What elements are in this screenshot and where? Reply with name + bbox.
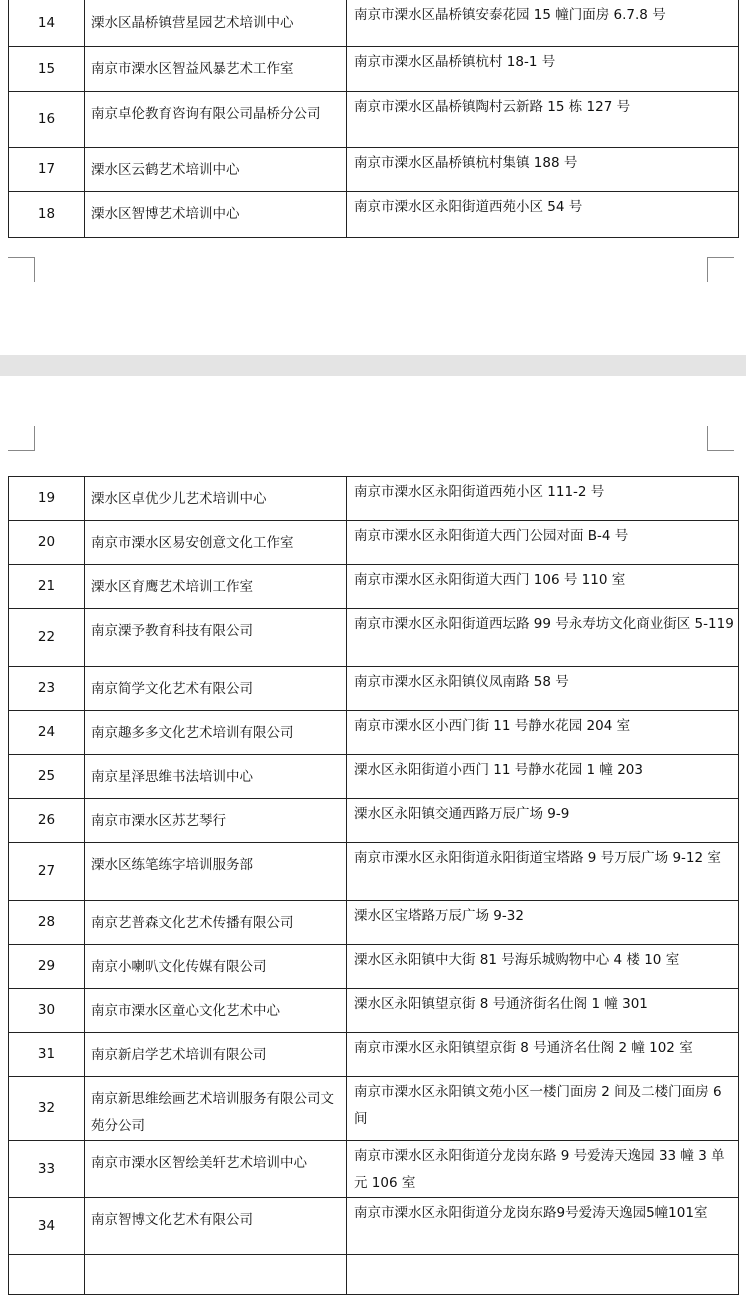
institution-name: 南京趣多多文化艺术培训有限公司 bbox=[85, 711, 347, 755]
institution-name: 南京星泽思维书法培训中心 bbox=[85, 755, 347, 799]
institution-address: 南京市溧水区永阳街道分龙岗东路 9 号爱涛天逸园 33 幢 3 单元 106 室 bbox=[347, 1141, 739, 1198]
page-corner-mark bbox=[8, 426, 35, 451]
institution-name: 南京市溧水区易安创意文化工作室 bbox=[85, 521, 347, 565]
institution-address: 溧水区永阳镇中大街 81 号海乐城购物中心 4 楼 10 室 bbox=[347, 945, 739, 989]
institution-address: 南京市溧水区永阳街道大西门 106 号 110 室 bbox=[347, 565, 739, 609]
table-row bbox=[9, 192, 739, 238]
row-number: 20 bbox=[9, 521, 85, 565]
row-number: 32 bbox=[9, 1077, 85, 1141]
table-row bbox=[9, 901, 739, 945]
institution-address: 南京市溧水区永阳街道永阳街道宝塔路 9 号万辰广场 9-12 室 bbox=[347, 843, 739, 901]
institution-name: 溧水区育鹰艺术培训工作室 bbox=[85, 565, 347, 609]
table-row bbox=[9, 945, 739, 989]
institution-name: 南京溧予教育科技有限公司 bbox=[85, 609, 347, 667]
institution-name: 溧水区晶桥镇营星园艺术培训中心 bbox=[85, 0, 347, 47]
table-row bbox=[9, 1077, 739, 1141]
institution-address: 南京市溧水区永阳镇仪凤南路 58 号 bbox=[347, 667, 739, 711]
row-number: 23 bbox=[9, 667, 85, 711]
institution-name: 南京市溧水区童心文化艺术中心 bbox=[85, 989, 347, 1033]
registry-table-bottom bbox=[8, 476, 739, 1295]
table-row bbox=[9, 1198, 739, 1255]
row-number: 14 bbox=[9, 0, 85, 47]
page-corner-mark bbox=[707, 257, 734, 282]
institution-address: 南京市溧水区永阳街道西苑小区 54 号 bbox=[347, 192, 739, 238]
table-row bbox=[9, 0, 739, 47]
institution-name: 南京简学文化艺术有限公司 bbox=[85, 667, 347, 711]
institution-address: 溧水区永阳街道小西门 11 号静水花园 1 幢 203 bbox=[347, 755, 739, 799]
table-row bbox=[9, 799, 739, 843]
institution-address: 溧水区永阳镇交通西路万辰广场 9-9 bbox=[347, 799, 739, 843]
institution-address: 南京市溧水区小西门街 11 号静水花园 204 室 bbox=[347, 711, 739, 755]
table-row bbox=[9, 477, 739, 521]
table-row bbox=[9, 1033, 739, 1077]
institution-address: 南京市溧水区永阳街道西苑小区 111-2 号 bbox=[347, 477, 739, 521]
institution-name: 南京新思维绘画艺术培训服务有限公司文苑分公司 bbox=[85, 1077, 347, 1141]
row-number bbox=[9, 1255, 85, 1295]
row-number: 34 bbox=[9, 1198, 85, 1255]
table-row bbox=[9, 521, 739, 565]
row-number: 33 bbox=[9, 1141, 85, 1198]
page-corner-mark bbox=[707, 426, 734, 451]
institution-name: 南京小喇叭文化传媒有限公司 bbox=[85, 945, 347, 989]
table-row bbox=[9, 92, 739, 148]
table-row bbox=[9, 565, 739, 609]
institution-address: 溧水区永阳镇望京街 8 号通济街名仕阁 1 幢 301 bbox=[347, 989, 739, 1033]
institution-address: 南京市溧水区永阳街道西坛路 99 号永寿坊文化商业街区 5-119 bbox=[347, 609, 739, 667]
institution-name bbox=[85, 1255, 347, 1295]
table-row bbox=[9, 609, 739, 667]
table-row bbox=[9, 47, 739, 92]
row-number: 16 bbox=[9, 92, 85, 148]
institution-name: 南京市溧水区智绘美轩艺术培训中心 bbox=[85, 1141, 347, 1198]
row-number: 31 bbox=[9, 1033, 85, 1077]
row-number: 19 bbox=[9, 477, 85, 521]
registry-table-top bbox=[8, 0, 739, 238]
institution-name: 南京市溧水区苏艺琴行 bbox=[85, 799, 347, 843]
table-row bbox=[9, 843, 739, 901]
institution-name: 溧水区练笔练字培训服务部 bbox=[85, 843, 347, 901]
institution-address: 南京市溧水区晶桥镇安泰花园 15 幢门面房 6.7.8 号 bbox=[347, 0, 739, 47]
table-row bbox=[9, 755, 739, 799]
page-separator bbox=[0, 355, 746, 376]
row-number: 29 bbox=[9, 945, 85, 989]
institution-name: 溧水区卓优少儿艺术培训中心 bbox=[85, 477, 347, 521]
row-number: 28 bbox=[9, 901, 85, 945]
institution-name: 南京艺普森文化艺术传播有限公司 bbox=[85, 901, 347, 945]
table-row bbox=[9, 989, 739, 1033]
row-number: 25 bbox=[9, 755, 85, 799]
institution-address: 南京市溧水区晶桥镇杭村集镇 188 号 bbox=[347, 148, 739, 192]
institution-name: 溧水区智博艺术培训中心 bbox=[85, 192, 347, 238]
row-number: 18 bbox=[9, 192, 85, 238]
document-page-1 bbox=[0, 0, 746, 355]
table-row bbox=[9, 148, 739, 192]
institution-address: 南京市溧水区永阳街道大西门公园对面 B-4 号 bbox=[347, 521, 739, 565]
institution-address: 南京市溧水区永阳镇望京街 8 号通济名仕阁 2 幢 102 室 bbox=[347, 1033, 739, 1077]
document-page-2 bbox=[0, 376, 746, 1256]
row-number: 27 bbox=[9, 843, 85, 901]
row-number: 21 bbox=[9, 565, 85, 609]
institution-address: 溧水区宝塔路万辰广场 9-32 bbox=[347, 901, 739, 945]
row-number: 15 bbox=[9, 47, 85, 92]
table-row bbox=[9, 1255, 739, 1295]
institution-address: 南京市溧水区晶桥镇杭村 18-1 号 bbox=[347, 47, 739, 92]
institution-name: 南京市溧水区智益风暴艺术工作室 bbox=[85, 47, 347, 92]
institution-address bbox=[347, 1255, 739, 1295]
institution-name: 溧水区云鹤艺术培训中心 bbox=[85, 148, 347, 192]
row-number: 26 bbox=[9, 799, 85, 843]
institution-address: 南京市溧水区永阳镇文苑小区一楼门面房 2 间及二楼门面房 6 间 bbox=[347, 1077, 739, 1141]
row-number: 17 bbox=[9, 148, 85, 192]
table-row bbox=[9, 1141, 739, 1198]
institution-address: 南京市溧水区永阳街道分龙岗东路9号爱涛天逸园5幢101室 bbox=[347, 1198, 739, 1255]
row-number: 24 bbox=[9, 711, 85, 755]
institution-address: 南京市溧水区晶桥镇陶村云新路 15 栋 127 号 bbox=[347, 92, 739, 148]
row-number: 22 bbox=[9, 609, 85, 667]
institution-name: 南京新启学艺术培训有限公司 bbox=[85, 1033, 347, 1077]
table-row bbox=[9, 667, 739, 711]
table-row bbox=[9, 711, 739, 755]
institution-name: 南京卓伦教育咨询有限公司晶桥分公司 bbox=[85, 92, 347, 148]
row-number: 30 bbox=[9, 989, 85, 1033]
page-corner-mark bbox=[8, 257, 35, 282]
institution-name: 南京智博文化艺术有限公司 bbox=[85, 1198, 347, 1255]
